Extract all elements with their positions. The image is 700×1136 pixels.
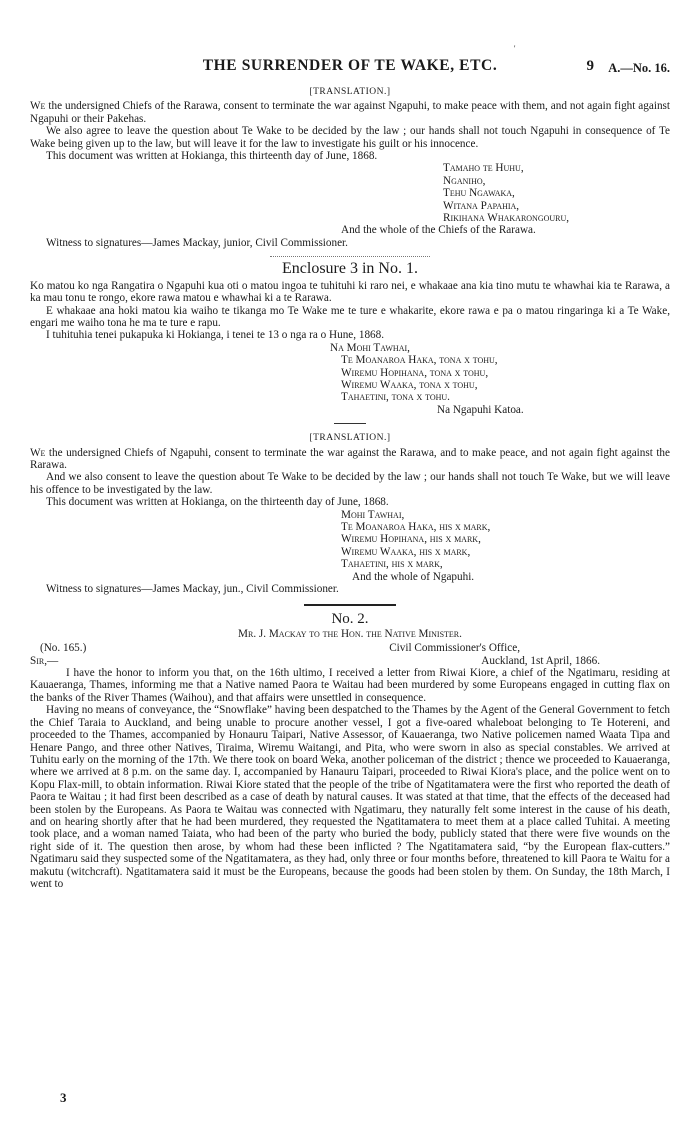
paragraph xyxy=(30,100,670,125)
signatory: Rikihana Whakarongouru, xyxy=(443,212,570,225)
paragraph xyxy=(30,447,670,472)
paragraph: I have the honor to inform you that, on the 16th ultimo, I received a letter from Riwai Kiore, a chief of the Ngatimaru, residing at Kauaeranga, Thames, informing me that a Native named Paora te Waitau had been murdered by some Europeans engaged in cutting flax on the banks of the River Thames (Waihou), and that affairs were unsettled in consequence. xyxy=(30,667,670,704)
letter-number-heading: No. 2. xyxy=(331,611,369,628)
paragraph: This document was written at Hokianga, on the thirteenth day of June, 1868. xyxy=(46,496,389,509)
no-2-letter xyxy=(30,613,670,890)
paragraph: Having no means of conveyance, the “Snowflake” having been despatched to the Thames by the Agent of the General Government to fetch the Chief Taraia to Auckland, and being unable to procure another vessel, I got a five-oared whaleboat belonging to Te Hotereni, and proceeded to the Thames, accompanied by Honauru Taipari, Native Assessor, of Kauaeranga, two Native policemen named Waata Tipa and Henare Pango, and three other Natives, Tiraima, Wiremu Waitangi, and Pita, who were sworn in also as special constables. We arrived at Tuhitu early on the morning of the 17th. We there took on board Weka, another policeman of the district ; thence we proceeded to Kauaeranga, where we arrived at 8 p.m. on the same day. I, accompanied by Hanauru Taipari, proceeded to Riwai Kiora's place, and the police went on to Kopu Flax-mill, to obtain information. Riwai Kiore stated that the people of the tribe of Ngatitamatera were the first who reported the death of Paora te Waitau ; it had first been described as a case of death by natural causes. It was stated at that time, that the effects of the deceased had been stolen by the Europeans. As Paora te Waitau was connected with Ngatimaru, they naturally felt some interest in the cause of his death, and on hearing shortly after that he had been murdered, they requested the Ngatitamatera to meet them at a place called Tuhitai. A meeting took place, and a woman named Taiata, who had been of the party who buried the body, publicly stated that there were five wounds on the right side of it. The question then arose, by whom had these been inflicted ? The Ngatitamatera said, “by the European flax-cutters.” Ngatimaru said they suspected some of the Ngatitamatera, as they had, only three or four months before, threatened to kill Paora te Waitu for a makutu (witchcraft). Ngatitamatera said it must be the Europeans, because the goods had been stolen by them. On Sunday, the 18th March, I went to xyxy=(30,704,670,890)
letter-ref: (No. 165.) xyxy=(40,642,87,655)
signatory: Witana Papahia, xyxy=(443,199,520,212)
paragraph-text: the undersigned Chiefs of the Rarawa, consent to terminate the war against Ngapuhi, to make peace with them, and not again fight against Ngapuhi or their Pakehas. xyxy=(30,100,670,125)
signatory: Tahaetini, his x mark, xyxy=(341,558,443,571)
signatory: Te Moanaroa Haka, his x mark, xyxy=(341,521,491,533)
letter-salutation-row xyxy=(30,655,670,667)
document-reference: A.—No. 16. xyxy=(608,61,670,75)
paragraph: I tuhituhia tenei pukapuka ki Hokianga, i tenei te 13 o nga ra o Hune, 1868. xyxy=(46,329,385,342)
letter-ref-row xyxy=(30,642,670,654)
paragraph: E whakaae ana hoki matou kia waiho te tikanga mo Te Wake me te ture e whakarite, ekore rawa e pa o matou ringaringa ki a Te Wake, engari me waiho tona he ma te ture e rapu. xyxy=(30,304,670,329)
signature-number: 3 xyxy=(60,1090,67,1105)
document-page xyxy=(30,44,670,890)
paragraph-text: the undersigned Chiefs of Ngapuhi, consent to terminate the war against the Rarawa, and to make peace, and not again fight against the Rarawa. xyxy=(30,446,670,471)
signatory: Wiremu Waaka, his x mark, xyxy=(341,545,471,558)
page-number: 9 xyxy=(586,58,594,74)
signatory-closing: Na Ngapuhi Katoa. xyxy=(437,403,524,416)
paragraph: This document was written at Hokianga, this thirteenth day of June, 1868. xyxy=(46,150,378,163)
lead-word: We xyxy=(30,446,46,459)
signatory: Nganiho, xyxy=(443,174,486,187)
rarawa-translation-section xyxy=(30,86,670,249)
signatory: Na Mohi Tawhai, xyxy=(330,341,410,354)
running-title: THE SURRENDER OF TE WAKE, ETC. xyxy=(202,57,498,74)
enclosure-3-section xyxy=(30,260,670,416)
salutation: Sir,— xyxy=(30,654,59,667)
letter-from-to: Mr. J. Mackay to the Hon. the Native Minister. xyxy=(238,627,462,640)
running-header xyxy=(30,54,670,82)
paragraph: Ko matou ko nga Rangatira o Ngapuhi kua oti o matou ingoa te tuhituhi ki raro nei, e whakaae ana kia tino mutu te whawhai kia te Rarawa, a ka mau tonu te rongo, ekore rawa matou e whawhai ki a te Rarawa. xyxy=(30,279,670,305)
signatory-closing: And the whole of Ngapuhi. xyxy=(352,570,475,583)
paragraph: And we also consent to leave the question about Te Wake to be decided by the law ; our hands shall not touch Te Wake, but we will leave his offence to be investigated by the law. xyxy=(30,471,670,496)
enclosure-heading: Enclosure 3 in No. 1. xyxy=(282,260,418,278)
signatory: Tahaetini, tona x tohu. xyxy=(341,391,450,404)
section-divider xyxy=(304,604,396,606)
lead-word: We xyxy=(30,100,46,113)
ngapuhi-translation-section xyxy=(30,432,670,595)
witness-line: Witness to signatures—James Mackay, jun., Civil Commissioner. xyxy=(46,583,339,596)
letter-office: Civil Commissioner's Office, xyxy=(389,642,520,655)
section-divider xyxy=(334,423,366,424)
signatory: Wiremu Waaka, tona x tohu, xyxy=(341,378,478,391)
translation-tag: [TRANSLATION.] xyxy=(309,87,391,97)
paragraph: We also agree to leave the question about Te Wake to be decided by the law ; our hands shall not touch Ngapuhi in consequence of Te Wake being given up to the law, but will leave it for the law to investigate his guilt or his innocence. xyxy=(30,125,670,150)
signatory: Tehu Ngawaka, xyxy=(443,187,515,200)
signatory: Te Moanaroa Haka, tona x tohu, xyxy=(341,354,498,367)
witness-line: Witness to signatures—James Mackay, junior, Civil Commissioner. xyxy=(46,236,348,249)
signatory: Wiremu Hopihana, his x mark, xyxy=(341,533,481,546)
page-corner-mark: ' xyxy=(514,44,516,53)
signatory: Mohi Tawhai, xyxy=(341,508,405,521)
place-date: Auckland, 1st April, 1866. xyxy=(481,654,600,667)
translation-tag: [TRANSLATION.] xyxy=(309,433,391,444)
signatory-closing: And the whole of the Chiefs of the Rarawa. xyxy=(341,224,536,237)
signatory: Tamaho te Huhu, xyxy=(443,162,524,175)
section-divider xyxy=(270,256,430,257)
signatory: Wiremu Hopihana, tona x tohu, xyxy=(341,366,489,379)
